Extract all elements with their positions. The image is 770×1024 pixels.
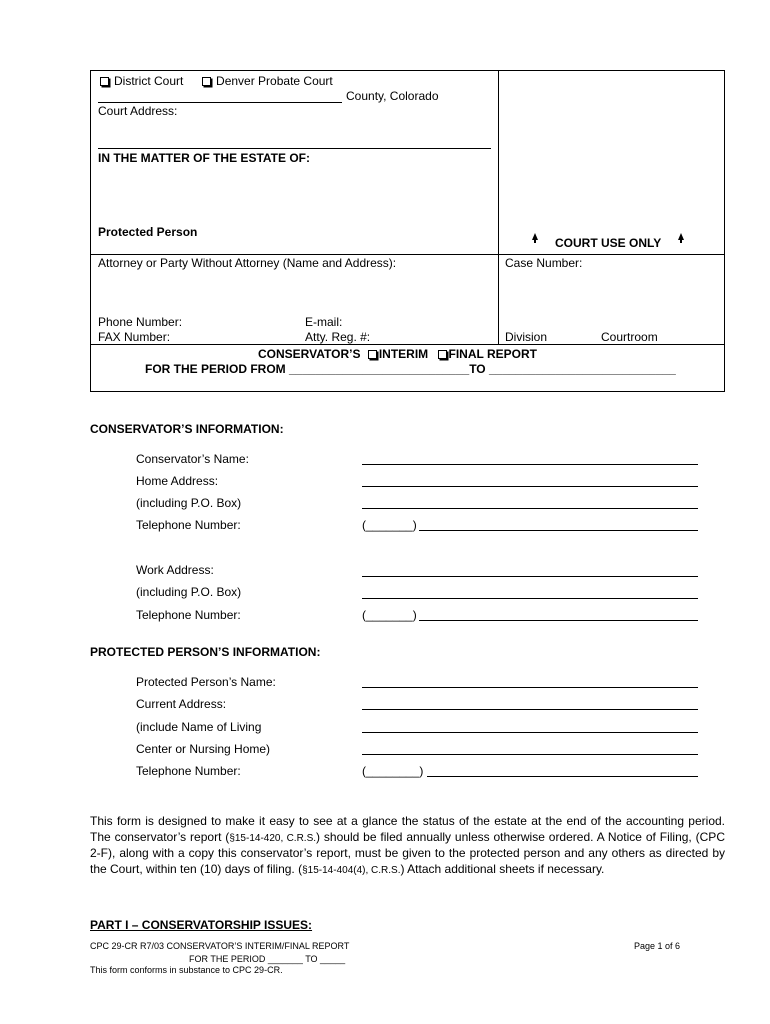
protected-area-code[interactable]: (________): [362, 764, 424, 778]
current-address-field-2[interactable]: [362, 732, 698, 733]
po-box-label: (including P.O. Box): [136, 585, 242, 599]
work-area-code[interactable]: (_______): [362, 608, 417, 622]
protected-telephone-label: Telephone Number:: [136, 764, 241, 778]
home-address-field-2[interactable]: [362, 508, 698, 509]
work-address-field[interactable]: [362, 576, 698, 577]
current-address-field-3[interactable]: [362, 754, 698, 755]
statute-cite-1: §15-14-420, C.R.S.: [229, 832, 317, 844]
up-arrow-icon: [532, 233, 538, 240]
work-telephone-field[interactable]: [419, 620, 698, 621]
estate-matter-heading: IN THE MATTER OF THE ESTATE OF:: [98, 151, 310, 165]
court-address-field[interactable]: [98, 148, 491, 149]
division-label: Division: [505, 330, 548, 344]
denver-probate-label: Denver Probate Court: [216, 74, 333, 88]
center-label: Center or Nursing Home): [136, 742, 271, 756]
interim-checkbox[interactable]: [368, 350, 377, 359]
district-court-checkbox[interactable]: [100, 77, 109, 86]
conservator-heading: CONSERVATOR’S INFORMATION:: [90, 422, 284, 436]
footer-conforms: This form conforms in substance to CPC 29-CR.: [90, 965, 283, 975]
work-telephone-label: Telephone Number:: [136, 608, 241, 622]
conservator-name-field[interactable]: [362, 464, 698, 465]
county-label: County, Colorado: [346, 89, 439, 103]
protected-name-label: Protected Person’s Name:: [136, 675, 276, 689]
email-label: E-mail:: [305, 315, 343, 329]
home-area-code[interactable]: (_______): [362, 518, 417, 532]
footer-page-number: Page 1 of 6: [634, 941, 681, 951]
protected-telephone-field[interactable]: [427, 776, 698, 777]
protected-name-field[interactable]: [362, 687, 698, 688]
footer-form-id: CPC 29-CR R7/03 CONSERVATOR’S INTERIM/FINAL REPORT: [90, 941, 350, 951]
caption-divider: [498, 71, 499, 344]
period-line: FOR THE PERIOD FROM ___________________________TO ____________________________: [145, 362, 676, 376]
instructions-text-1: This form is designed to make it easy to see at a glance the status of the estate at the end of the accounting period. The conservator’s report (: [90, 814, 725, 844]
current-address-label: Current Address:: [136, 697, 227, 711]
instructions-text-3: ) Attach additional sheets if necessary.: [400, 861, 605, 876]
interim-label: INTERIM: [378, 347, 429, 361]
caption-rule-2: [91, 344, 724, 345]
protected-person-label: Protected Person: [98, 225, 198, 239]
up-arrow-icon: [678, 233, 684, 240]
footer-period: FOR THE PERIOD _______ TO _____: [189, 954, 346, 964]
phone-label: Phone Number:: [98, 315, 183, 329]
case-number-label: Case Number:: [505, 256, 583, 270]
include-name-label: (include Name of Living: [136, 720, 262, 734]
report-title-prefix: CONSERVATOR’S: [258, 347, 361, 361]
current-address-field[interactable]: [362, 709, 698, 710]
county-field[interactable]: [98, 102, 342, 103]
atty-reg-label: Atty. Reg. #:: [305, 330, 371, 344]
court-use-only: COURT USE ONLY: [555, 236, 662, 250]
instructions-paragraph: [90, 814, 725, 878]
court-address-label: Court Address:: [98, 104, 178, 118]
caption-rule-1: [91, 254, 724, 255]
fax-label: FAX Number:: [98, 330, 171, 344]
denver-probate-checkbox[interactable]: [202, 77, 211, 86]
po-box-label: (including P.O. Box): [136, 496, 242, 510]
district-court-label: District Court: [114, 74, 184, 88]
instructions-text-2: ) should be filed annually unless otherwise ordered. A Notice of Filing, (CPC 2-F), along with a copy this conservator’s report, must be given to the protected person and any others as directed by the Court, within ten (10) days of filing. (: [90, 829, 725, 876]
work-address-label: Work Address:: [136, 563, 214, 577]
home-address-label: Home Address:: [136, 474, 219, 488]
courtroom-label: Courtroom: [601, 330, 658, 344]
work-address-field-2[interactable]: [362, 598, 698, 599]
final-report-label: FINAL REPORT: [448, 347, 537, 361]
attorney-label: Attorney or Party Without Attorney (Name and Address):: [98, 256, 397, 270]
court-type-row: [100, 74, 333, 88]
conservator-name-label: Conservator’s Name:: [136, 452, 249, 466]
home-telephone-field[interactable]: [419, 530, 698, 531]
statute-cite-2: §15-14-404(4), C.R.S.: [302, 864, 401, 876]
protected-person-heading: PROTECTED PERSON’S INFORMATION:: [90, 645, 321, 659]
part1-heading: PART I – CONSERVATORSHIP ISSUES:: [90, 918, 313, 932]
report-title: [258, 347, 537, 361]
final-checkbox[interactable]: [438, 350, 447, 359]
home-telephone-label: Telephone Number:: [136, 518, 241, 532]
home-address-field[interactable]: [362, 486, 698, 487]
